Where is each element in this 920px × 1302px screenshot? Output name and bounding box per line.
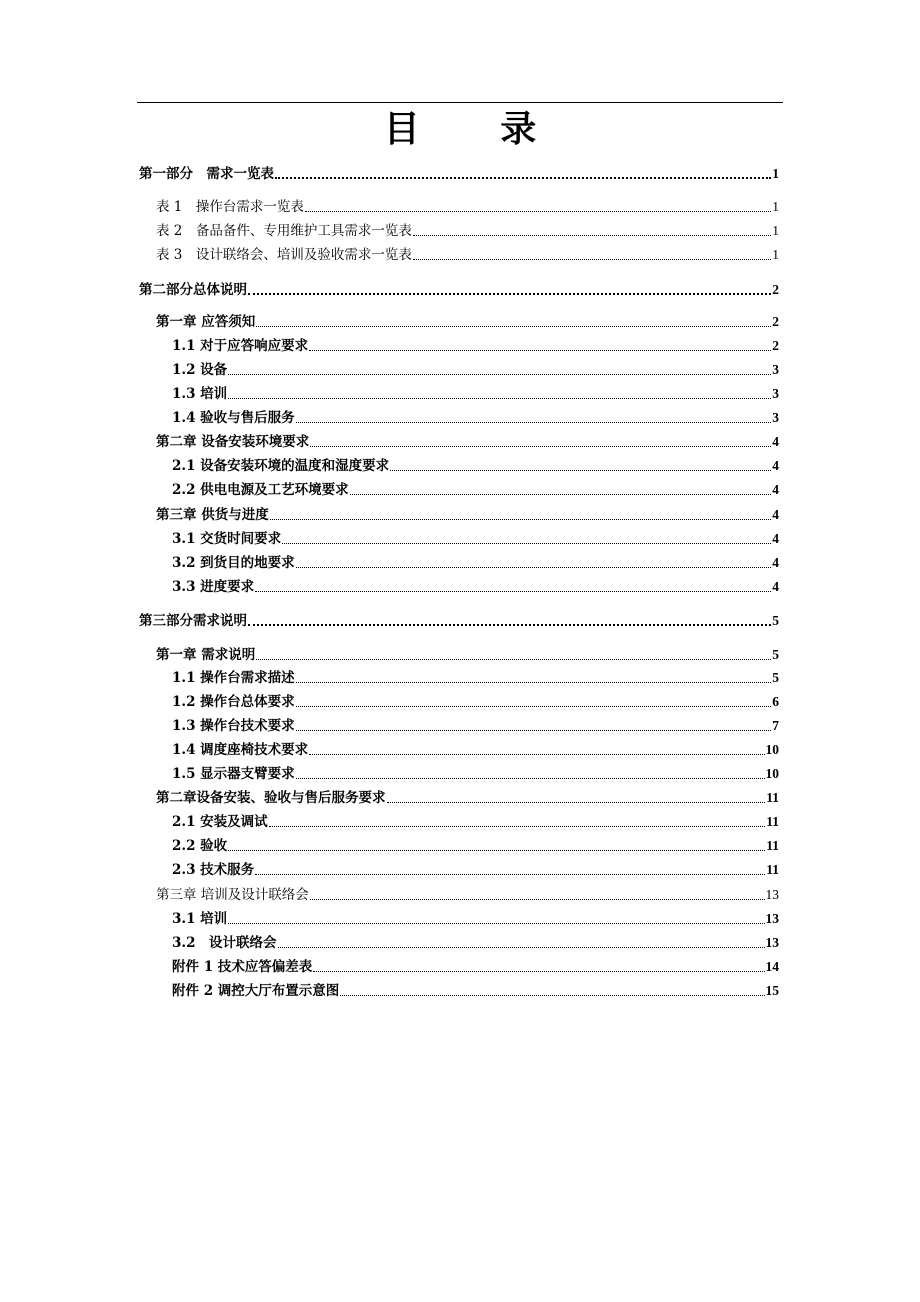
toc-entry-label: 表 3 设计联络会、培训及验收需求一览表 (156, 247, 412, 263)
toc-leader (310, 433, 771, 451)
toc-leader (248, 281, 771, 299)
toc-entry[interactable] (172, 958, 779, 976)
toc-leader (310, 886, 765, 904)
toc-leader (390, 457, 771, 475)
toc-entry-label: 第三章 培训及设计联络会 (156, 887, 309, 903)
toc-entry-label: 第一章 需求说明 (156, 647, 256, 663)
toc-entry-label: 第三部分需求说明 (139, 613, 247, 629)
toc-leader (256, 646, 771, 664)
toc-entry-label: 3.1 培训 (172, 911, 228, 927)
toc-title: 目 录 (383, 109, 571, 150)
toc-entry-page: 13 (765, 887, 779, 902)
toc-entry[interactable] (156, 886, 779, 904)
toc-entry-page: 1 (772, 166, 779, 181)
toc-entry-label: 2.2 验收 (172, 838, 228, 854)
toc-entry-label: 1.3 操作台技术要求 (172, 718, 295, 734)
toc-entry-page: 11 (766, 814, 779, 829)
toc-entry-page: 13 (765, 911, 779, 926)
toc-entry[interactable] (172, 337, 779, 355)
toc-leader (387, 789, 766, 807)
toc-leader (413, 222, 771, 240)
toc-entry-label: 2.1 设备安装环境的温度和湿度要求 (172, 458, 390, 474)
toc-entry-label: 3.1 交货时间要求 (172, 531, 282, 547)
toc-entry[interactable] (156, 789, 779, 807)
toc-entry-page: 4 (772, 507, 779, 522)
toc-entry[interactable] (156, 198, 779, 216)
toc-entry-label: 表 2 备品备件、专用维护工具需求一览表 (156, 223, 412, 239)
toc-entry[interactable] (172, 554, 779, 572)
toc-entry[interactable] (172, 361, 779, 379)
toc-leader (256, 313, 771, 331)
toc-entry-page: 4 (772, 458, 779, 473)
toc-entry-label: 3.2 到货目的地要求 (172, 555, 295, 571)
toc-entry[interactable] (172, 409, 779, 427)
toc-entry-label: 第二部分总体说明 (139, 282, 247, 298)
toc-entry[interactable] (156, 222, 779, 240)
toc-entry-label: 2.2 供电电源及工艺环境要求 (172, 482, 349, 498)
toc-entry[interactable] (172, 481, 779, 499)
toc-entry[interactable] (172, 741, 779, 759)
toc-entry[interactable] (172, 861, 779, 879)
toc-leader (228, 361, 771, 379)
toc-entry-page: 4 (772, 531, 779, 546)
toc-entry[interactable] (172, 693, 779, 711)
toc-entry[interactable] (172, 530, 779, 548)
toc-leader (340, 982, 764, 1000)
toc-entry-label: 1.1 操作台需求描述 (172, 670, 295, 686)
toc-entry-label: 附件 1 技术应答偏差表 (172, 959, 313, 975)
toc-entry[interactable] (172, 837, 779, 855)
toc-leader (296, 409, 772, 427)
toc-entry[interactable] (172, 934, 779, 952)
toc-entry[interactable] (172, 669, 779, 687)
toc-leader (270, 506, 772, 524)
toc-entry-page: 2 (772, 314, 779, 329)
toc-entry-page: 4 (772, 555, 779, 570)
toc-entry-page: 11 (766, 790, 779, 805)
toc-entry[interactable] (172, 982, 779, 1000)
toc-entry-page: 6 (772, 694, 779, 709)
toc-entry[interactable] (156, 506, 779, 524)
toc-entry-page: 10 (765, 742, 779, 757)
toc-entry-page: 5 (772, 670, 779, 685)
toc-entry-label: 第三章 供货与进度 (156, 507, 269, 523)
toc-leader (309, 741, 764, 759)
toc-entry-label: 1.4 调度座椅技术要求 (172, 742, 309, 758)
toc-entry-label: 表 1 操作台需求一览表 (156, 199, 304, 215)
toc-leader (313, 958, 764, 976)
toc-leader (255, 578, 771, 596)
toc-entry[interactable] (172, 385, 779, 403)
toc-entry-page: 4 (772, 579, 779, 594)
header-rule (137, 102, 783, 103)
toc-entry-label: 3.2 设计联络会 (172, 935, 277, 951)
toc-entry[interactable] (172, 457, 779, 475)
toc-entry[interactable] (156, 433, 779, 451)
toc-leader (255, 861, 765, 879)
toc-leader (309, 337, 771, 355)
toc-leader (228, 910, 764, 928)
toc-leader (248, 612, 771, 630)
toc-entry-page: 5 (772, 613, 779, 628)
toc-entry-page: 4 (772, 434, 779, 449)
toc-entry-page: 3 (772, 386, 779, 401)
toc-entry[interactable] (172, 813, 779, 831)
toc-leader (269, 813, 766, 831)
toc-leader (228, 837, 765, 855)
toc-entry[interactable] (172, 910, 779, 928)
toc-entry-page: 14 (765, 959, 779, 974)
toc-entry-page: 1 (772, 223, 779, 238)
toc-entry[interactable] (139, 612, 779, 630)
toc-leader (350, 481, 772, 499)
toc-entry-page: 11 (766, 838, 779, 853)
toc-entry-page: 10 (765, 766, 779, 781)
toc-entry[interactable] (156, 313, 779, 331)
toc-entry[interactable] (172, 578, 779, 596)
toc-entry-page: 3 (772, 410, 779, 425)
toc-entry-page: 3 (772, 362, 779, 377)
toc-leader (296, 717, 772, 735)
toc-entry-label: 第二章设备安装、验收与售后服务要求 (156, 790, 386, 806)
toc-leader (296, 669, 772, 687)
toc-entry-label: 第一章 应答须知 (156, 314, 256, 330)
toc-entry-page: 7 (772, 718, 779, 733)
toc-entry-page: 5 (772, 647, 779, 662)
toc-entry-label: 第一部分 需求一览表 (139, 166, 274, 182)
toc-entry-label: 第二章 设备安装环境要求 (156, 434, 310, 450)
toc-leader (305, 198, 771, 216)
toc-entry-label: 1.2 操作台总体要求 (172, 694, 295, 710)
toc-leader (413, 246, 771, 264)
toc-entry[interactable] (156, 246, 779, 264)
toc-entry-label: 1.3 培训 (172, 386, 228, 402)
toc-leader (296, 554, 772, 572)
toc-entry-page: 13 (765, 935, 779, 950)
toc-entry-page: 15 (765, 983, 779, 998)
toc-entry-label: 2.1 安装及调试 (172, 814, 268, 830)
toc-entry[interactable] (139, 281, 779, 299)
toc-leader (278, 934, 765, 952)
toc-entry-label: 1.5 显示器支臂要求 (172, 766, 295, 782)
toc-entry-page: 4 (772, 482, 779, 497)
toc-entry-label: 1.2 设备 (172, 362, 228, 378)
toc-leader (275, 165, 771, 183)
toc-entry-label: 1.1 对于应答响应要求 (172, 338, 309, 354)
toc-entry-page: 1 (772, 199, 779, 214)
toc-entry-page: 2 (772, 338, 779, 353)
toc-entry[interactable] (139, 165, 779, 183)
toc-entry-label: 1.4 验收与售后服务 (172, 410, 295, 426)
toc-entry[interactable] (172, 765, 779, 783)
toc-leader (282, 530, 771, 548)
toc-leader (296, 693, 772, 711)
toc-entry-page: 1 (772, 247, 779, 262)
toc-leader (228, 385, 771, 403)
toc-leader (296, 765, 765, 783)
toc-entry[interactable] (156, 646, 779, 664)
toc-entry-label: 附件 2 调控大厅布置示意图 (172, 983, 340, 999)
toc-entry-page: 2 (772, 282, 779, 297)
toc-entry-label: 3.3 进度要求 (172, 579, 255, 595)
toc-entry-page: 11 (766, 862, 779, 877)
toc-entry[interactable] (172, 717, 779, 735)
toc-entry-label: 2.3 技术服务 (172, 862, 255, 878)
